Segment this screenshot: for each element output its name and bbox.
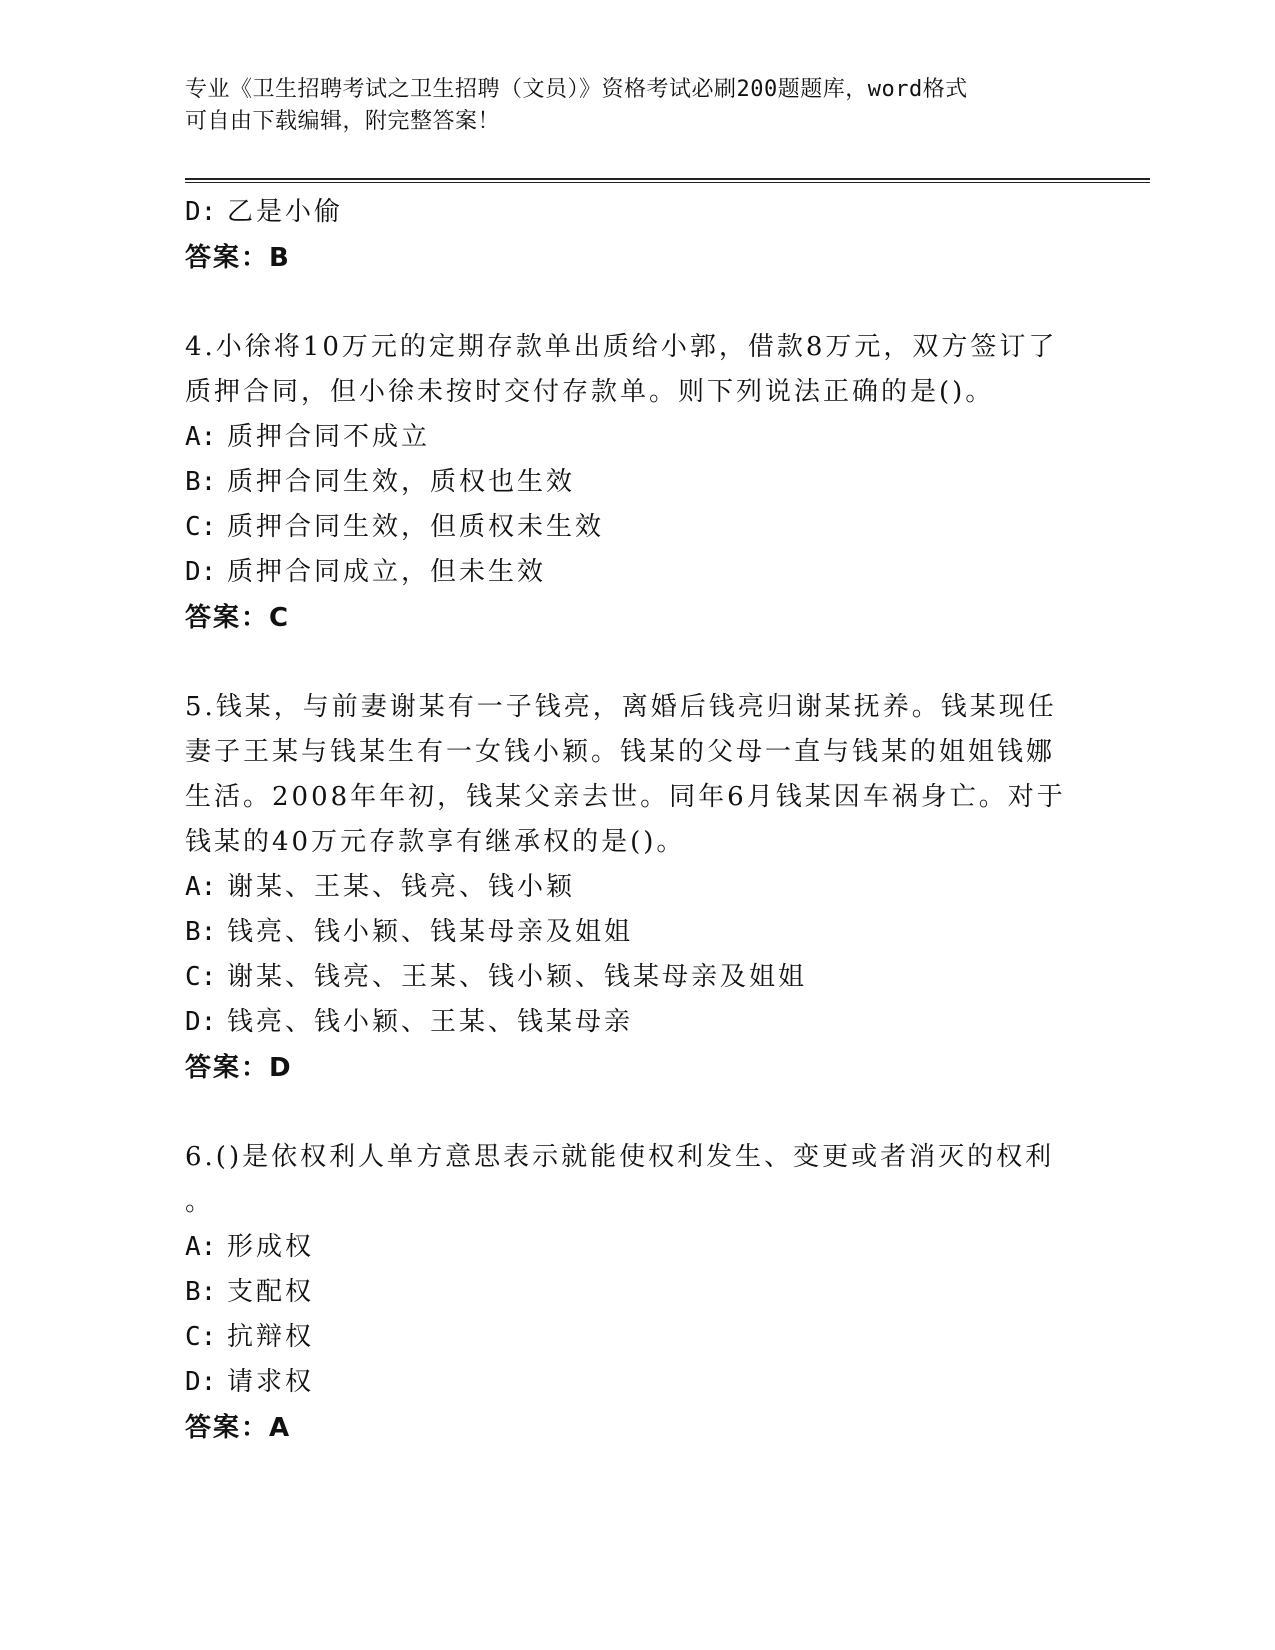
option-d [185, 190, 1065, 235]
question-text-line: 4.小徐将10万元的定期存款单出质给小郭，借款8万元，双方签订了 [185, 332, 1058, 362]
answer-label: 答案： [185, 243, 270, 273]
page-header [185, 74, 1065, 138]
option-text: 谢某、钱亮、王某、钱小颖、钱某母亲及姐姐 [227, 962, 808, 992]
option-b [185, 460, 1065, 505]
option-a [185, 1225, 1065, 1270]
question-text-line: 妻子王某与钱某生有一女钱小颖。钱某的父母一直与钱某的姐姐钱娜 [185, 737, 1056, 767]
answer-value: B [269, 243, 290, 273]
option-c [185, 1315, 1065, 1360]
option-letter: B: [185, 1277, 217, 1307]
option-text: 质押合同不成立 [227, 422, 431, 452]
answer-label: 答案： [185, 1413, 270, 1443]
option-b [185, 910, 1065, 955]
option-letter: C: [185, 962, 217, 992]
option-text: 形成权 [227, 1232, 315, 1262]
question-4 [185, 325, 1065, 641]
question-text-line: 钱某的40万元存款享有继承权的是()。 [185, 827, 686, 857]
option-letter: C: [185, 1322, 217, 1352]
option-text: 谢某、王某、钱亮、钱小颖 [227, 872, 576, 902]
answer-value: C [269, 603, 290, 633]
option-letter: D: [185, 197, 217, 227]
option-letter: A: [185, 422, 217, 452]
question-text-line: 生活。2008年年初，钱某父亲去世。同年6月钱某因车祸身亡。对于 [185, 782, 1066, 812]
option-c [185, 505, 1065, 550]
option-letter: A: [185, 872, 217, 902]
answer-line [185, 595, 1065, 641]
option-text: 抗辩权 [227, 1322, 315, 1352]
header-line-1: 专业《卫生招聘考试之卫生招聘（文员）》资格考试必刷200题题库，word格式 [185, 77, 968, 102]
option-a [185, 415, 1065, 460]
answer-line [185, 235, 1065, 281]
question-text-line: 5.钱某，与前妻谢某有一子钱亮，离婚后钱亮归谢某抚养。钱某现任 [185, 692, 1057, 722]
answer-label: 答案： [185, 1053, 270, 1083]
option-text: 质押合同生效，但质权未生效 [227, 512, 605, 542]
question-text-line: 6.()是依权利人单方意思表示就能使权利发生、变更或者消灭的权利 [185, 1142, 1055, 1172]
answer-value: D [269, 1053, 292, 1083]
answer-label: 答案： [185, 603, 270, 633]
option-text: 钱亮、钱小颖、王某、钱某母亲 [227, 1007, 634, 1037]
option-d [185, 550, 1065, 595]
option-d [185, 1000, 1065, 1045]
answer-line [185, 1045, 1065, 1091]
question-text-line: 。 [185, 1187, 215, 1217]
option-a [185, 865, 1065, 910]
option-c [185, 955, 1065, 1000]
option-letter: B: [185, 467, 217, 497]
option-text: 钱亮、钱小颖、钱某母亲及姐姐 [227, 917, 634, 947]
header-rule-thin [185, 182, 1150, 183]
question-5 [185, 685, 1065, 1091]
option-letter: C: [185, 512, 217, 542]
header-rule-thick [185, 178, 1150, 180]
option-letter: A: [185, 1232, 217, 1262]
option-letter: B: [185, 917, 217, 947]
question-text-line: 质押合同，但小徐未按时交付存款单。则下列说法正确的是()。 [185, 377, 995, 407]
header-line-2: 可自由下载编辑，附完整答案！ [185, 109, 501, 134]
option-letter: D: [185, 1367, 217, 1397]
option-letter: D: [185, 557, 217, 587]
option-b [185, 1270, 1065, 1315]
question-6 [185, 1135, 1065, 1451]
option-text: 请求权 [227, 1367, 315, 1397]
option-text: 支配权 [227, 1277, 315, 1307]
option-text: 质押合同生效，质权也生效 [227, 467, 576, 497]
option-d [185, 1360, 1065, 1405]
option-letter: D: [185, 1007, 217, 1037]
answer-line [185, 1405, 1065, 1451]
answer-value: A [269, 1413, 291, 1443]
option-text: 乙是小偷 [227, 197, 344, 227]
option-text: 质押合同成立，但未生效 [227, 557, 547, 587]
document-body [185, 190, 1065, 1451]
